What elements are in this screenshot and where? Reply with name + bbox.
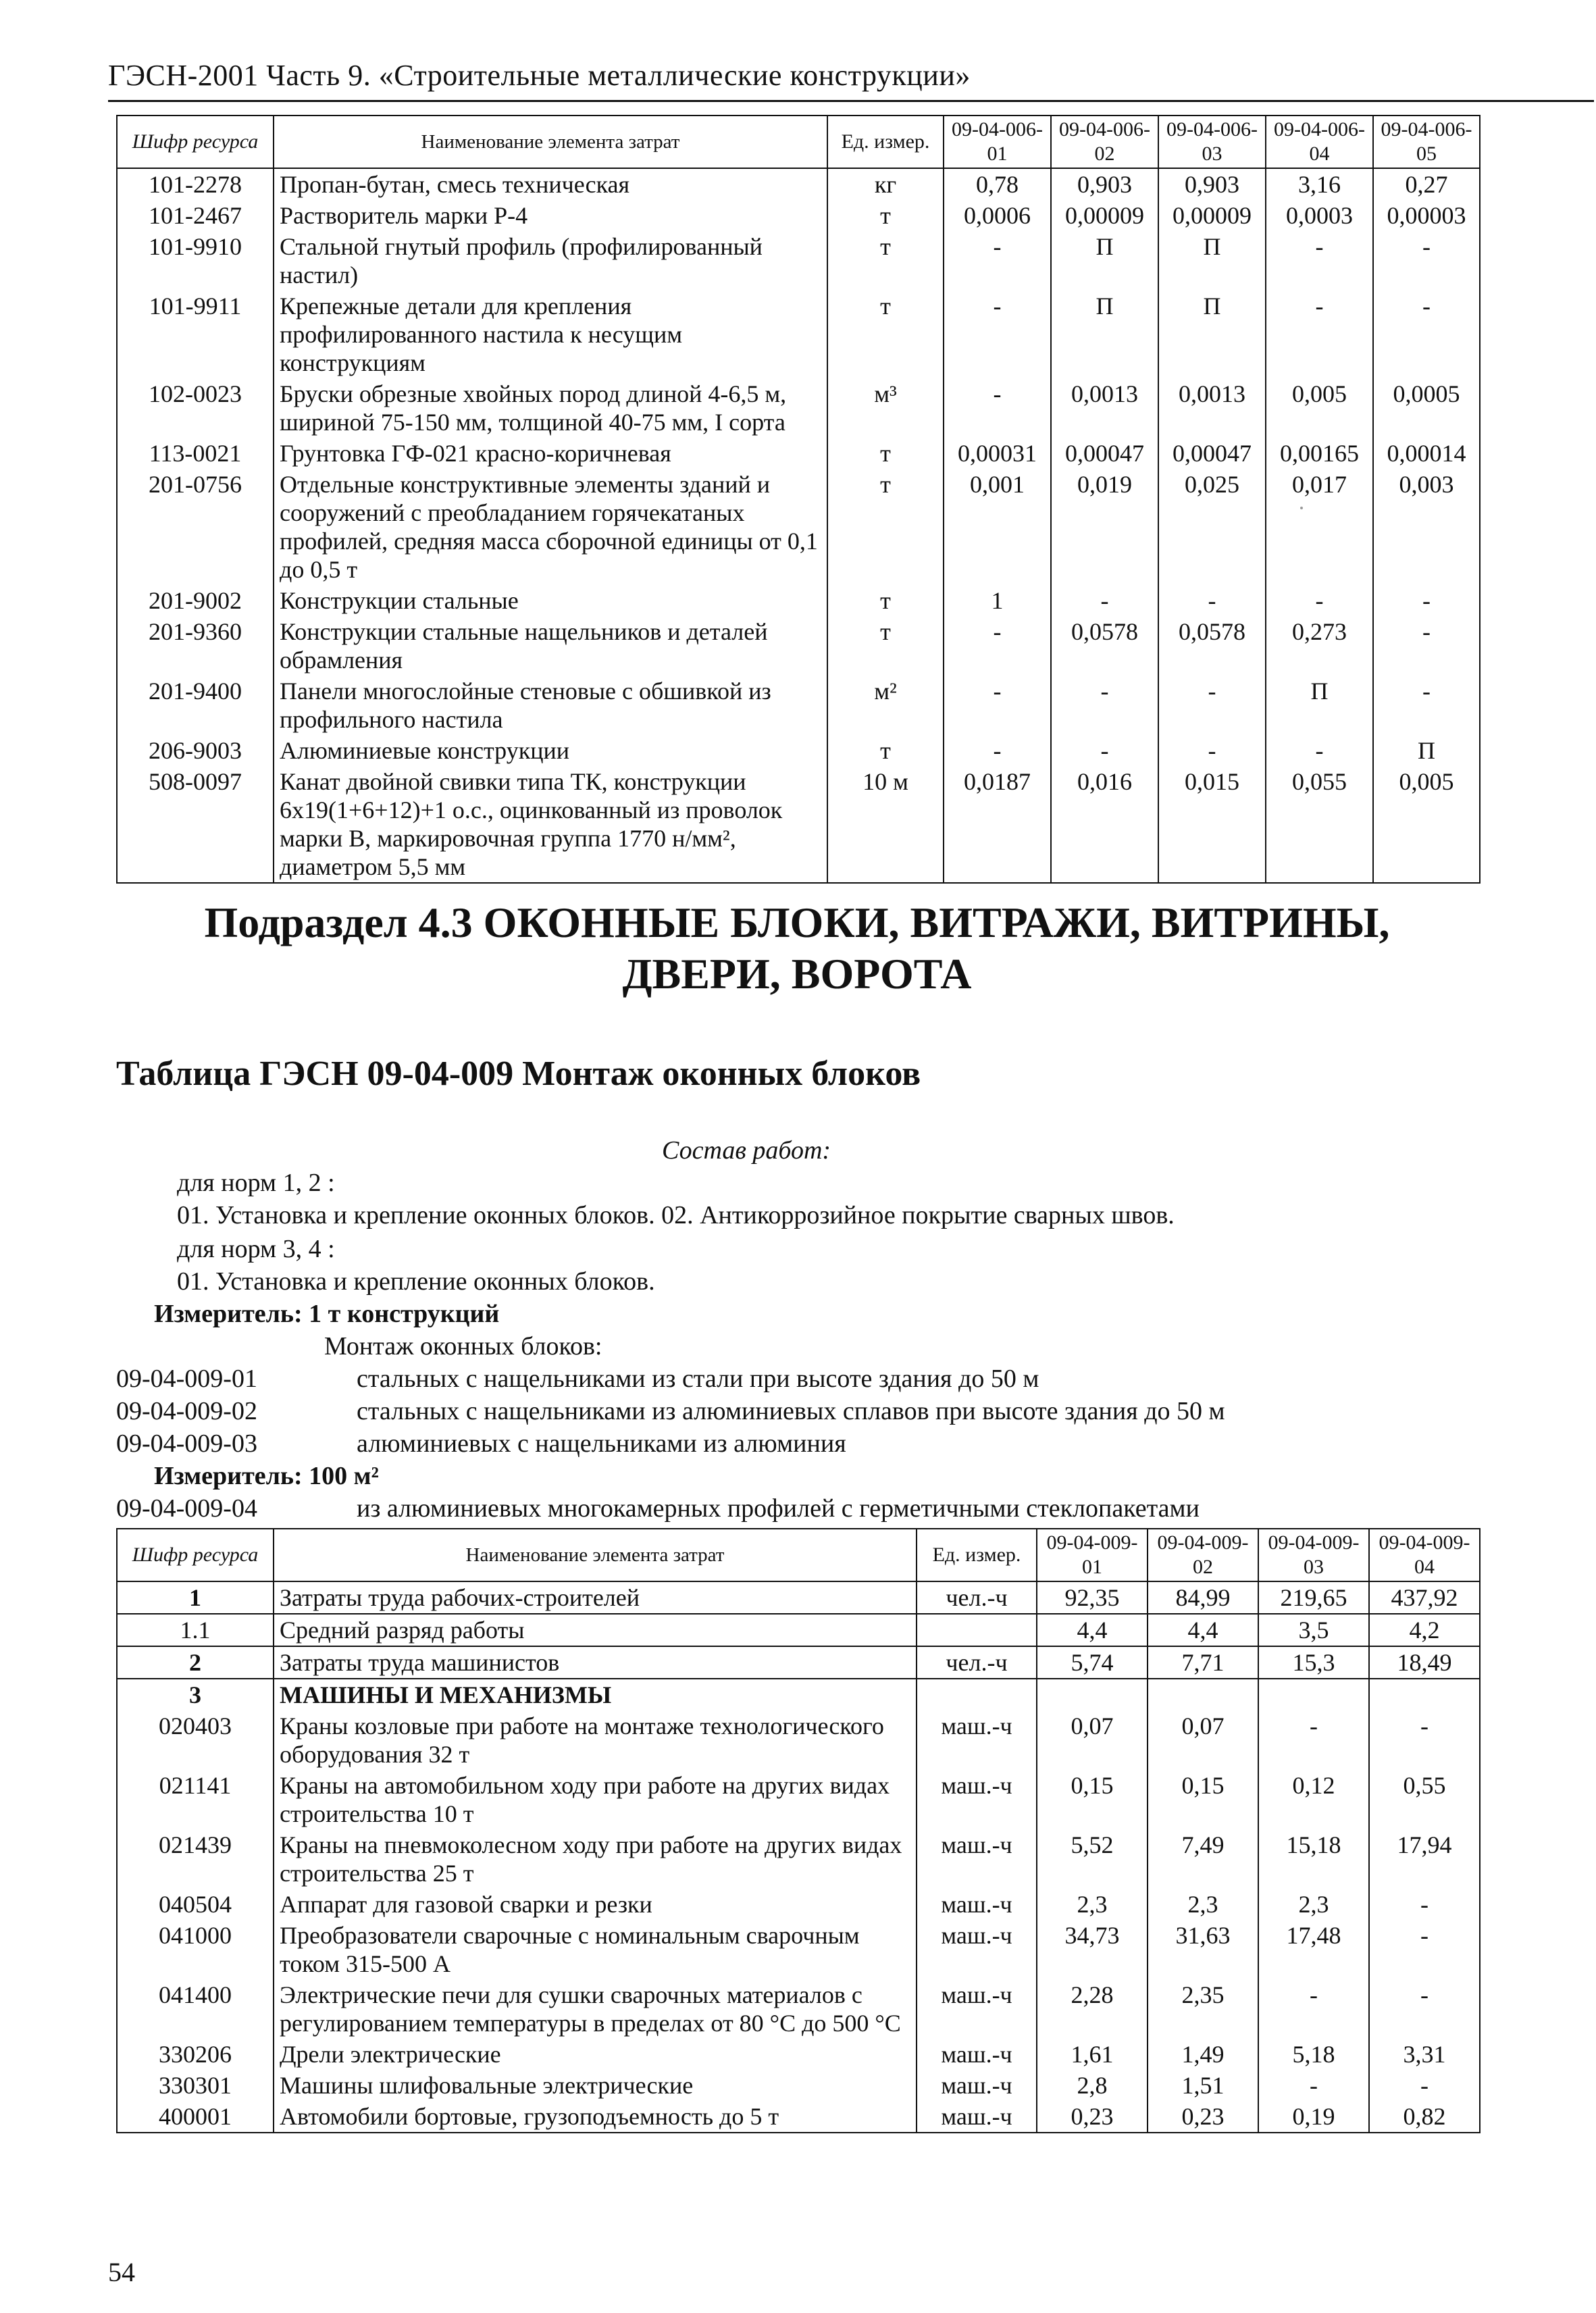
resource-name: Алюминиевые конструкции: [274, 735, 827, 766]
norm-value: 0,055: [1266, 766, 1373, 883]
norm-value: -: [944, 735, 1051, 766]
resource-unit: т: [827, 438, 944, 469]
resource-unit: маш.-ч: [917, 1920, 1037, 1979]
table-row: [117, 2039, 1480, 2070]
resource-name: Средний разряд работы: [274, 1614, 917, 1646]
norm-value: 3,5: [1258, 1614, 1369, 1646]
resource-name: Панели многослойные стеновые с обшивкой из профильного настила: [274, 676, 827, 735]
page-number: 54: [108, 2257, 135, 2287]
norm-value: [1369, 1679, 1480, 1710]
norm-value: П: [1051, 231, 1158, 290]
norm-value: 4,4: [1037, 1614, 1148, 1646]
norm-value: 18,49: [1369, 1646, 1480, 1679]
work-items-1-2: 01. Установка и крепление оконных блоков. 02. Антикоррозийное покрытие сварных швов.: [177, 1201, 1175, 1229]
resource-code: 040504: [117, 1889, 274, 1920]
norm-value: 0,78: [944, 168, 1051, 200]
norm-value: 2,3: [1148, 1889, 1258, 1920]
norm-code: 09-04-009-04: [116, 1494, 257, 1523]
norm-value: 2,35: [1148, 1979, 1258, 2039]
norm-value: -: [944, 290, 1051, 378]
norm-value: -: [944, 231, 1051, 290]
norm-value: 0,07: [1037, 1710, 1148, 1770]
norm-value: 0,0003: [1266, 200, 1373, 231]
table-row: [117, 378, 1480, 438]
resource-unit: чел.-ч: [917, 1581, 1037, 1614]
resource-name: Растворитель марки Р-4: [274, 200, 827, 231]
table-row: [117, 469, 1480, 585]
resource-code: 101-2278: [117, 168, 274, 200]
norm-value: 2,3: [1258, 1889, 1369, 1920]
resource-unit: кг: [827, 168, 944, 200]
resource-unit: т: [827, 585, 944, 616]
measure-unit-2: [154, 1460, 379, 1492]
table-row: [117, 1770, 1480, 1829]
resource-unit: маш.-ч: [917, 2101, 1037, 2133]
table-row: [117, 2070, 1480, 2101]
header-col-5: 09-04-006-05: [1373, 116, 1480, 168]
header-unit: Ед. измер.: [827, 116, 944, 168]
resource-unit: м²: [827, 676, 944, 735]
norm-value: [1148, 1679, 1258, 1710]
norm-value: -: [1369, 1710, 1480, 1770]
norm-value: 1,49: [1148, 2039, 1258, 2070]
norm-value: 2,3: [1037, 1889, 1148, 1920]
table-title: Таблица ГЭСН 09-04-009 Монтаж оконных блоков: [116, 1054, 921, 1093]
norm-value: 0,19: [1258, 2101, 1369, 2133]
header-col-1: 09-04-006-01: [944, 116, 1051, 168]
norm-value: 0,00009: [1051, 200, 1158, 231]
header-name: Наименование элемента затрат: [274, 1529, 917, 1581]
header-name: Наименование элемента затрат: [274, 116, 827, 168]
norm-value: -: [1051, 585, 1158, 616]
norm-value: 4,4: [1148, 1614, 1258, 1646]
norm-value: -: [1373, 585, 1480, 616]
norm-description: стальных с нащельниками из алюминиевых сплавов при высоте здания до 50 м: [357, 1397, 1225, 1425]
resource-code: 041000: [117, 1920, 274, 1979]
table-row: [117, 676, 1480, 735]
norm-value: П: [1051, 290, 1158, 378]
resource-name: Отдельные конструктивные элементы зданий и сооружений с преобладанием горячекатаных профилей, средняя масса сборочной единицы от 0,1 до 0,5 т: [274, 469, 827, 585]
resource-code: 3: [117, 1679, 274, 1710]
norm-value: 7,71: [1148, 1646, 1258, 1679]
resource-code: 041400: [117, 1979, 274, 2039]
header-unit: Ед. измер.: [917, 1529, 1037, 1581]
table-row: [117, 1979, 1480, 2039]
norm-value: -: [1373, 290, 1480, 378]
resource-name: Затраты труда машинистов: [274, 1646, 917, 1679]
resource-table-09-04-006: [116, 115, 1481, 884]
resource-unit: маш.-ч: [917, 1979, 1037, 2039]
norm-value: 7,49: [1148, 1829, 1258, 1889]
table-row: [117, 1581, 1480, 1614]
norm-value: 0,016: [1051, 766, 1158, 883]
resource-code: 1: [117, 1581, 274, 1614]
resource-unit: чел.-ч: [917, 1646, 1037, 1679]
table-row: [117, 1646, 1480, 1679]
norm-value: 0,273: [1266, 616, 1373, 676]
header-col-3: 09-04-009-03: [1258, 1529, 1369, 1581]
resource-table-09-04-009: [116, 1528, 1481, 2133]
norm-value: -: [1158, 735, 1266, 766]
resource-unit: 10 м: [827, 766, 944, 883]
norm-value: 0,0013: [1051, 378, 1158, 438]
table-row: [117, 585, 1480, 616]
norm-description: из алюминиевых многокамерных профилей с герметичными стеклопакетами: [357, 1494, 1200, 1523]
norm-value: -: [944, 676, 1051, 735]
norm-value: П: [1373, 735, 1480, 766]
norm-value: 1,61: [1037, 2039, 1148, 2070]
norm-value: -: [1258, 2070, 1369, 2101]
resource-name: Краны на автомобильном ходу при работе на других видах строительства 10 т: [274, 1770, 917, 1829]
resource-name: Пропан-бутан, смесь техническая: [274, 168, 827, 200]
norm-value: 3,16: [1266, 168, 1373, 200]
resource-name: Конструкции стальные нащельников и деталей обрамления: [274, 616, 827, 676]
norm-value: 17,48: [1258, 1920, 1369, 1979]
resource-name: Конструкции стальные: [274, 585, 827, 616]
norm-value: 15,3: [1258, 1646, 1369, 1679]
norm-value: 17,94: [1369, 1829, 1480, 1889]
norm-value: 0,0013: [1158, 378, 1266, 438]
norm-code: 09-04-009-03: [116, 1429, 257, 1458]
norm-value: -: [1373, 616, 1480, 676]
norm-value: 0,00047: [1158, 438, 1266, 469]
work-items-3-4: 01. Установка и крепление оконных блоков.: [177, 1267, 655, 1296]
table-row: [117, 1889, 1480, 1920]
resource-unit: [917, 1679, 1037, 1710]
norm-value: 0,005: [1266, 378, 1373, 438]
norm-value: 0,00014: [1373, 438, 1480, 469]
header-code: Шифр ресурса: [117, 1529, 274, 1581]
measure-unit-1: Измеритель: 1 т конструкций: [154, 1300, 500, 1328]
work-composition-heading: Состав работ:: [662, 1136, 831, 1165]
norm-value: -: [1266, 735, 1373, 766]
header-col-1: 09-04-009-01: [1037, 1529, 1148, 1581]
norm-value: 2,8: [1037, 2070, 1148, 2101]
norm-value: П: [1266, 676, 1373, 735]
norm-value: -: [1369, 1920, 1480, 1979]
resource-code: 400001: [117, 2101, 274, 2133]
table-row: [117, 766, 1480, 883]
header-rule: [108, 100, 1594, 102]
norm-value: 437,92: [1369, 1581, 1480, 1614]
table-header-row: [117, 116, 1480, 168]
resource-name: Канат двойной свивки типа ТК, конструкции 6х19(1+6+12)+1 о.с., оцинкованный из проволок марки В, маркировочная группа 1770 н/мм², диаметром 5,5 мм: [274, 766, 827, 883]
resource-code: 206-9003: [117, 735, 274, 766]
norm-value: 0,00165: [1266, 438, 1373, 469]
norm-value: 0,82: [1369, 2101, 1480, 2133]
norm-value: 0,07: [1148, 1710, 1258, 1770]
table-row: [117, 290, 1480, 378]
resource-name: Стальной гнутый профиль (профилированный настил): [274, 231, 827, 290]
norm-value: -: [1369, 1979, 1480, 2039]
resource-unit: т: [827, 290, 944, 378]
norm-value: 5,18: [1258, 2039, 1369, 2070]
norm-value: -: [1258, 1979, 1369, 2039]
resource-code: 101-2467: [117, 200, 274, 231]
resource-name: Аппарат для газовой сварки и резки: [274, 1889, 917, 1920]
resource-unit: м³: [827, 378, 944, 438]
norm-value: 1,51: [1148, 2070, 1258, 2101]
resource-unit: маш.-ч: [917, 1770, 1037, 1829]
norm-value: 0,27: [1373, 168, 1480, 200]
resource-code: 201-0756: [117, 469, 274, 585]
norm-value: 0,903: [1158, 168, 1266, 200]
norm-value: 0,005: [1373, 766, 1480, 883]
norm-value: 219,65: [1258, 1581, 1369, 1614]
resource-code: 508-0097: [117, 766, 274, 883]
norm-value: 5,52: [1037, 1829, 1148, 1889]
norm-value: -: [1266, 290, 1373, 378]
norm-description: стальных с нащельниками из стали при высоте здания до 50 м: [357, 1365, 1039, 1393]
table-row: [117, 1710, 1480, 1770]
resource-name: Затраты труда рабочих-строителей: [274, 1581, 917, 1614]
header-col-2: 09-04-006-02: [1051, 116, 1158, 168]
norm-value: 0,0578: [1051, 616, 1158, 676]
header-col-4: 09-04-006-04: [1266, 116, 1373, 168]
norm-value: 15,18: [1258, 1829, 1369, 1889]
table-row: [117, 1920, 1480, 1979]
norm-code: 09-04-009-02: [116, 1397, 257, 1425]
resource-code: 113-0021: [117, 438, 274, 469]
table-row: [117, 1614, 1480, 1646]
norm-value: П: [1158, 290, 1266, 378]
resource-name: Электрические печи для сушки сварочных материалов с регулированием температуры в пределах от 80 °С до 500 °С: [274, 1979, 917, 2039]
norm-value: 4,2: [1369, 1614, 1480, 1646]
norm-value: 0,001: [944, 469, 1051, 585]
norm-value: -: [1369, 1889, 1480, 1920]
norm-value: -: [944, 616, 1051, 676]
norm-value: 0,0005: [1373, 378, 1480, 438]
norm-value: 0,15: [1037, 1770, 1148, 1829]
measure-unit-2-text: Измеритель: 100 м²: [154, 1462, 379, 1490]
table-row: [117, 200, 1480, 231]
norm-value: 0,017: [1266, 469, 1373, 585]
table-row: [117, 616, 1480, 676]
resource-unit: т: [827, 200, 944, 231]
resource-name: Машины шлифовальные электрические: [274, 2070, 917, 2101]
resource-name: Краны козловые при работе на монтаже технологического оборудования 32 т: [274, 1710, 917, 1770]
resource-unit: маш.-ч: [917, 1889, 1037, 1920]
running-header: ГЭСН-2001 Часть 9. «Строительные металлические конструкции»: [108, 59, 971, 92]
table-row: [117, 438, 1480, 469]
norm-value: [1037, 1679, 1148, 1710]
resource-name: Автомобили бортовые, грузоподъемность до 5 т: [274, 2101, 917, 2133]
norm-value: 0,23: [1037, 2101, 1148, 2133]
resource-name: Краны на пневмоколесном ходу при работе на других видах строительства 25 т: [274, 1829, 917, 1889]
norm-value: 0,55: [1369, 1770, 1480, 1829]
norm-value: [1258, 1679, 1369, 1710]
norm-value: 34,73: [1037, 1920, 1148, 1979]
norm-value: -: [1373, 231, 1480, 290]
resource-unit: маш.-ч: [917, 2070, 1037, 2101]
norm-value: 0,015: [1158, 766, 1266, 883]
norm-value: -: [1266, 231, 1373, 290]
resource-unit: маш.-ч: [917, 1829, 1037, 1889]
resource-code: 201-9002: [117, 585, 274, 616]
norm-value: -: [944, 378, 1051, 438]
norm-value: 0,15: [1148, 1770, 1258, 1829]
resource-code: 021439: [117, 1829, 274, 1889]
resource-unit: т: [827, 469, 944, 585]
norm-value: П: [1158, 231, 1266, 290]
norm-value: 0,025: [1158, 469, 1266, 585]
header-col-3: 09-04-006-03: [1158, 116, 1266, 168]
norm-value: -: [1373, 676, 1480, 735]
resource-code: 020403: [117, 1710, 274, 1770]
norms-3-4-label: для норм 3, 4 :: [177, 1235, 335, 1263]
norm-value: -: [1051, 735, 1158, 766]
resource-code: 330301: [117, 2070, 274, 2101]
resource-name: Дрели электрические: [274, 2039, 917, 2070]
resource-name: Преобразователи сварочные с номинальным сварочным током 315-500 А: [274, 1920, 917, 1979]
norm-value: -: [1369, 2070, 1480, 2101]
scan-speck: [1300, 507, 1303, 509]
table-body: [117, 1581, 1480, 2133]
resource-unit: т: [827, 231, 944, 290]
resource-name: Грунтовка ГФ-021 красно-коричневая: [274, 438, 827, 469]
norm-value: 0,00047: [1051, 438, 1158, 469]
resource-code: 201-9360: [117, 616, 274, 676]
resource-unit: [917, 1614, 1037, 1646]
norm-value: 0,00009: [1158, 200, 1266, 231]
resource-unit: т: [827, 735, 944, 766]
norm-value: 0,00003: [1373, 200, 1480, 231]
table-row: [117, 2101, 1480, 2133]
norm-value: 0,0578: [1158, 616, 1266, 676]
table-row: [117, 168, 1480, 200]
norm-value: 2,28: [1037, 1979, 1148, 2039]
resource-code: 201-9400: [117, 676, 274, 735]
norm-value: 92,35: [1037, 1581, 1148, 1614]
norm-value: 3,31: [1369, 2039, 1480, 2070]
resource-code: 021141: [117, 1770, 274, 1829]
norm-group-heading: Монтаж оконных блоков:: [324, 1332, 602, 1361]
table-row: [117, 1829, 1480, 1889]
table-row: [117, 735, 1480, 766]
norm-value: 5,74: [1037, 1646, 1148, 1679]
norms-1-2-label: для норм 1, 2 :: [177, 1169, 335, 1197]
norm-value: -: [1051, 676, 1158, 735]
resource-code: 101-9911: [117, 290, 274, 378]
resource-unit: т: [827, 616, 944, 676]
header-col-4: 09-04-009-04: [1369, 1529, 1480, 1581]
resource-name: МАШИНЫ И МЕХАНИЗМЫ: [274, 1679, 917, 1710]
norm-value: 0,903: [1051, 168, 1158, 200]
norm-value: 0,019: [1051, 469, 1158, 585]
norm-value: 31,63: [1148, 1920, 1258, 1979]
section-title: Подраздел 4.3 ОКОННЫЕ БЛОКИ, ВИТРАЖИ, ВИТРИНЫ, ДВЕРИ, ВОРОТА: [204, 898, 1390, 998]
resource-name: Бруски обрезные хвойных пород длиной 4-6,5 м, шириной 75-150 мм, толщиной 40-75 мм, I сорта: [274, 378, 827, 438]
norm-value: 0,23: [1148, 2101, 1258, 2133]
norm-value: -: [1158, 585, 1266, 616]
norm-value: 1: [944, 585, 1051, 616]
resource-code: 330206: [117, 2039, 274, 2070]
norm-value: 84,99: [1148, 1581, 1258, 1614]
resource-name: Крепежные детали для крепления профилированного настила к несущим конструкциям: [274, 290, 827, 378]
norm-value: -: [1158, 676, 1266, 735]
norm-description: алюминиевых с нащельниками из алюминия: [357, 1429, 846, 1458]
header-col-2: 09-04-009-02: [1148, 1529, 1258, 1581]
table-row: [117, 1679, 1480, 1710]
resource-code: 102-0023: [117, 378, 274, 438]
norm-value: 0,0187: [944, 766, 1051, 883]
resource-code: 2: [117, 1646, 274, 1679]
norm-value: 0,00031: [944, 438, 1051, 469]
resource-unit: маш.-ч: [917, 1710, 1037, 1770]
norm-value: 0,12: [1258, 1770, 1369, 1829]
table-header-row: [117, 1529, 1480, 1581]
resource-unit: маш.-ч: [917, 2039, 1037, 2070]
table-body: [117, 168, 1480, 883]
norm-value: 0,0006: [944, 200, 1051, 231]
resource-code: 1.1: [117, 1614, 274, 1646]
norm-code: 09-04-009-01: [116, 1365, 257, 1393]
table-row: [117, 231, 1480, 290]
norm-value: 0,003: [1373, 469, 1480, 585]
norm-value: -: [1266, 585, 1373, 616]
header-code: Шифр ресурса: [117, 116, 274, 168]
norm-value: -: [1258, 1710, 1369, 1770]
resource-code: 101-9910: [117, 231, 274, 290]
